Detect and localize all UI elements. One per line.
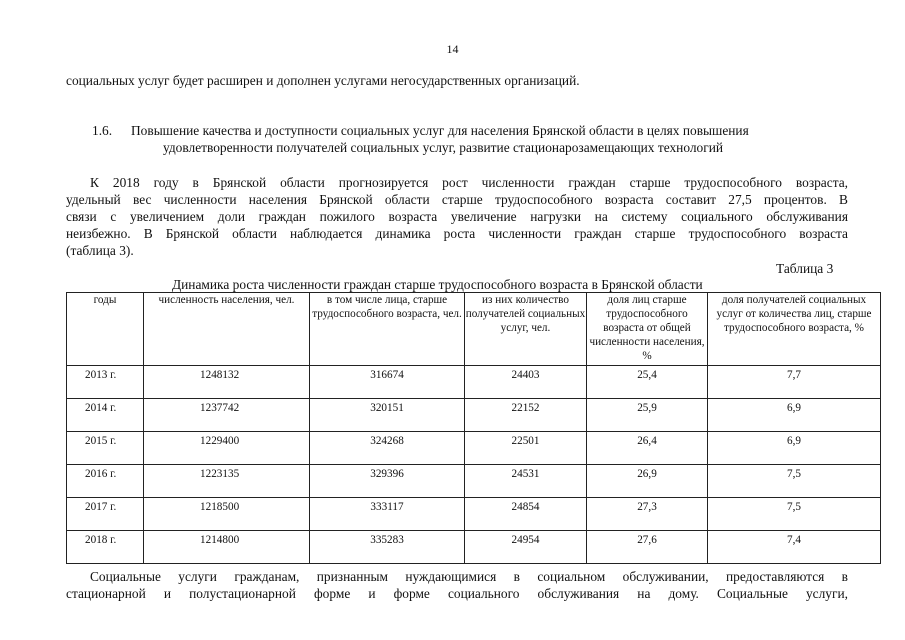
cell-population: 1223135	[144, 465, 310, 498]
cell-elderly-share: 27,3	[587, 498, 708, 531]
cell-year: 2017 г.	[67, 498, 144, 531]
table-header-row	[67, 293, 881, 366]
header-population: численность населения, чел.	[144, 293, 310, 366]
header-elderly-share: доля лиц старше трудоспособного возраста от общей численности населения, %	[587, 293, 708, 366]
cell-population: 1237742	[144, 399, 310, 432]
header-recipients-share: доля получателей социальных услуг от количества лиц, старше трудоспособного возраста, %	[708, 293, 881, 366]
cell-elderly-share: 27,6	[587, 531, 708, 564]
table-row	[67, 465, 881, 498]
cell-elderly: 320151	[310, 399, 465, 432]
cell-elderly: 329396	[310, 465, 465, 498]
cell-elderly: 316674	[310, 366, 465, 399]
population-table	[66, 292, 881, 564]
cell-elderly-share: 26,4	[587, 432, 708, 465]
table-row	[67, 366, 881, 399]
table-caption: Динамика роста численности граждан старше трудоспособного возраста в Брянской области	[172, 277, 703, 292]
paragraph-1-line-4: неизбежно. В Брянской области наблюдается динамика роста численности граждан старше трудоспособного возраста	[66, 226, 848, 241]
table-row	[67, 498, 881, 531]
cell-population: 1218500	[144, 498, 310, 531]
section-number: 1.6.	[92, 123, 113, 138]
header-elderly: в том числе лица, старше трудоспособного возраста, чел.	[310, 293, 465, 366]
table-row	[67, 531, 881, 564]
table-row	[67, 399, 881, 432]
cell-year: 2016 г.	[67, 465, 144, 498]
cell-recipients: 22152	[465, 399, 587, 432]
paragraph-2-line-1: Социальные услуги гражданам, признанным нуждающимися в социальном обслуживании, предоставляются в	[90, 569, 848, 584]
cell-elderly: 335283	[310, 531, 465, 564]
table-row	[67, 432, 881, 465]
cell-year: 2014 г.	[67, 399, 144, 432]
cell-year: 2013 г.	[67, 366, 144, 399]
cell-recipients-share: 7,4	[708, 531, 881, 564]
cell-elderly: 333117	[310, 498, 465, 531]
cell-population: 1214800	[144, 531, 310, 564]
page-number: 14	[446, 42, 459, 56]
cell-year: 2018 г.	[67, 531, 144, 564]
cell-recipients: 24954	[465, 531, 587, 564]
continuation-line: социальных услуг будет расширен и дополнен услугами негосударственных организаций.	[66, 73, 580, 88]
cell-recipients: 24403	[465, 366, 587, 399]
cell-recipients-share: 7,5	[708, 498, 881, 531]
cell-elderly-share: 25,9	[587, 399, 708, 432]
paragraph-1-line-2: удельный вес численности населения Брянской области старше трудоспособного возраста составит 27,5 процентов. В	[66, 192, 848, 207]
cell-elderly-share: 26,9	[587, 465, 708, 498]
cell-recipients-share: 7,5	[708, 465, 881, 498]
cell-recipients: 24531	[465, 465, 587, 498]
cell-recipients-share: 6,9	[708, 399, 881, 432]
header-years: годы	[67, 293, 144, 366]
table-label: Таблица 3	[776, 261, 834, 276]
cell-recipients-share: 7,7	[708, 366, 881, 399]
cell-recipients-share: 6,9	[708, 432, 881, 465]
cell-year: 2015 г.	[67, 432, 144, 465]
cell-elderly-share: 25,4	[587, 366, 708, 399]
cell-population: 1248132	[144, 366, 310, 399]
paragraph-1-line-5: (таблица 3).	[66, 243, 134, 258]
cell-recipients: 24854	[465, 498, 587, 531]
cell-recipients: 22501	[465, 432, 587, 465]
cell-population: 1229400	[144, 432, 310, 465]
section-title-line-1: Повышение качества и доступности социальных услуг для населения Брянской области в целях повышения	[131, 123, 749, 138]
header-recipients: из них количество получателей социальных услуг, чел.	[465, 293, 587, 366]
paragraph-2-line-2: стационарной и полустационарной форме и форме социального обслуживания на дому. Социальные услуги,	[66, 586, 848, 601]
cell-elderly: 324268	[310, 432, 465, 465]
paragraph-1-line-1: К 2018 году в Брянской области прогнозируется рост численности граждан старше трудоспособного возраста,	[90, 175, 848, 190]
section-title-line-2: удовлетворенности получателей социальных услуг, развитие стационарозамещающих технологий	[163, 140, 724, 155]
paragraph-1-line-3: связи с увеличением доли граждан пожилого возраста увеличение нагрузки на систему социального обслуживания	[66, 209, 848, 224]
